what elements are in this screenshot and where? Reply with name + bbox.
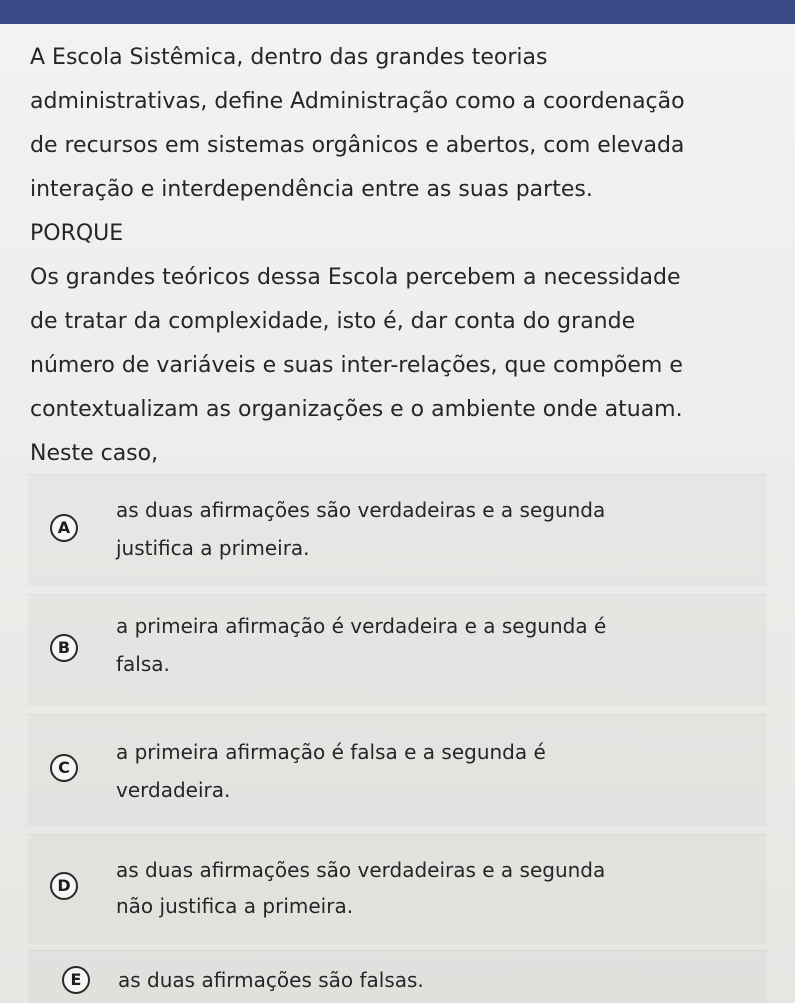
question-line: PORQUE (30, 221, 124, 246)
option-b-text-line2[interactable]: falsa. (116, 652, 170, 676)
option-b-letter[interactable]: B (50, 634, 78, 662)
option-a[interactable] (0, 474, 795, 586)
question-line: de tratar da complexidade, isto é, dar conta do grande (30, 309, 636, 334)
top-bar (0, 0, 795, 24)
option-d-letter[interactable]: D (50, 872, 78, 900)
option-d-text-line1[interactable]: as duas afirmações são verdadeiras e a segunda (116, 858, 606, 882)
question-line: contextualizam as organizações e o ambiente onde atuam. (30, 397, 683, 422)
question-line: número de variáveis e suas inter-relações, que compõem e (30, 353, 683, 378)
question-line: administrativas, define Administração como a coordenação (30, 89, 685, 114)
question-line: Os grandes teóricos dessa Escola percebem a necessidade (30, 265, 681, 290)
option-b[interactable] (0, 594, 795, 706)
option-c-background (28, 714, 767, 826)
option-e-text-line1[interactable]: as duas afirmações são falsas. (118, 968, 424, 992)
option-d[interactable] (0, 834, 795, 944)
question-line: A Escola Sistêmica, dentro das grandes teorias (30, 45, 548, 70)
question-line: de recursos em sistemas orgânicos e abertos, com elevada (30, 133, 685, 158)
option-c[interactable] (0, 714, 795, 826)
question-text (30, 36, 780, 476)
option-c-text-line2[interactable]: verdadeira. (116, 778, 231, 802)
option-d-text-line2[interactable]: não justifica a primeira. (116, 894, 354, 918)
option-b-text-line1[interactable]: a primeira afirmação é verdadeira e a segunda é (116, 614, 607, 638)
option-c-text-line1[interactable]: a primeira afirmação é falsa e a segunda é (116, 740, 546, 764)
option-c-letter[interactable]: C (50, 754, 78, 782)
option-a-text-line1[interactable]: as duas afirmações são verdadeiras e a segunda (116, 498, 606, 522)
question-line: interação e interdependência entre as suas partes. (30, 177, 593, 202)
option-e-letter[interactable]: E (62, 966, 90, 994)
question-line: Neste caso, (30, 441, 159, 466)
option-a-text-line2[interactable]: justifica a primeira. (116, 536, 310, 560)
option-a-letter[interactable]: A (50, 514, 78, 542)
option-e[interactable] (0, 950, 795, 1003)
